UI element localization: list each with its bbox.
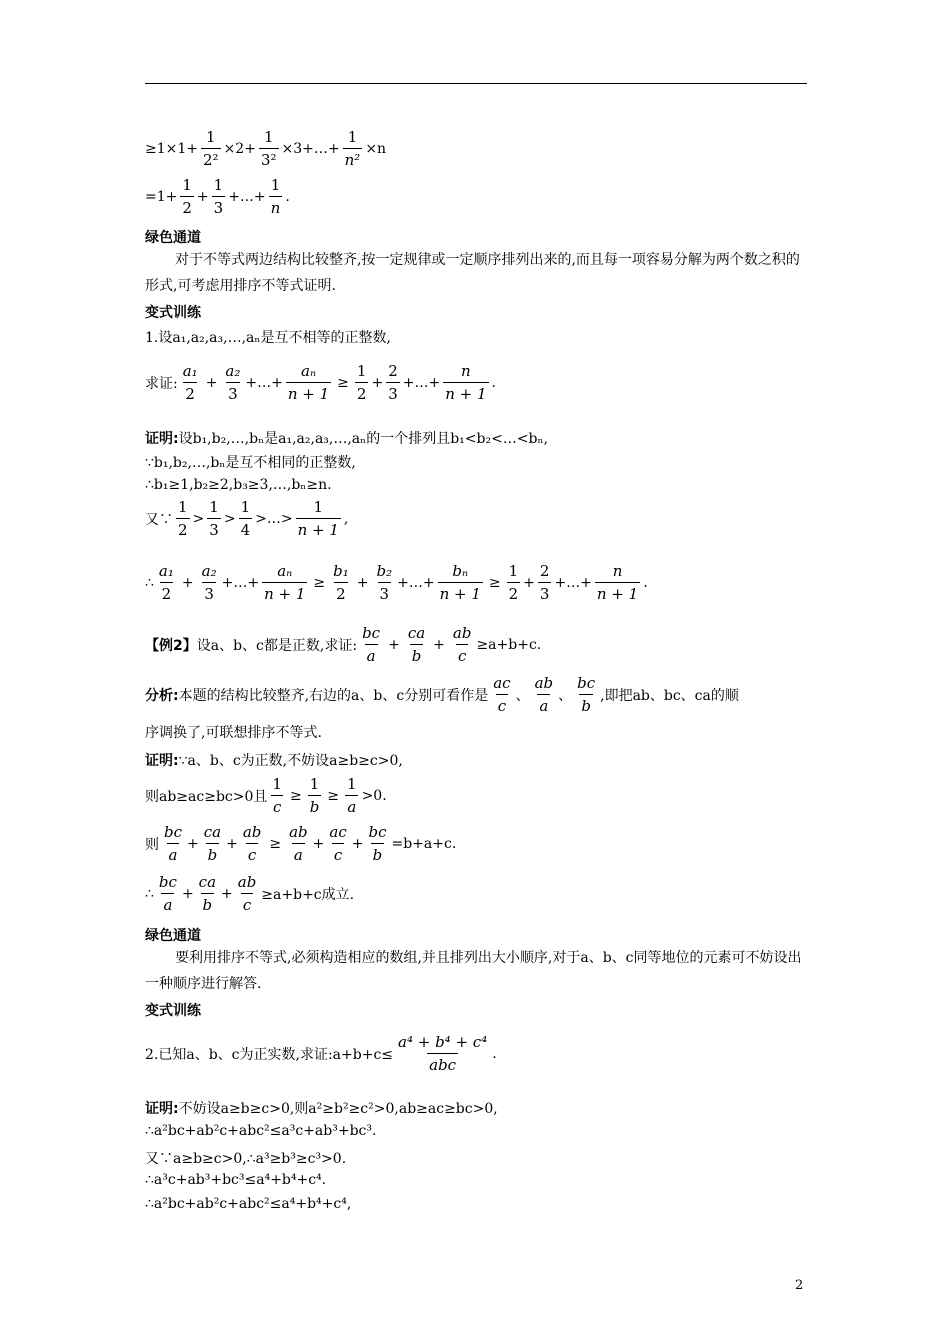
fraction [296,498,341,539]
numerator: 1 [313,498,323,516]
fraction [180,176,194,217]
denominator: 3 [202,582,216,603]
proof-line [145,428,548,448]
denominator: a [292,843,305,864]
fraction [386,362,400,403]
section-heading: 变式训练 [145,1003,201,1019]
fraction [443,362,488,403]
text: >0. [361,787,387,804]
fraction [286,362,331,403]
text: 则 [145,836,159,853]
denominator: c [496,694,508,715]
denominator: c [241,893,253,914]
text: 设a、b、c都是正数,求证: [196,637,358,654]
text: ≥ [313,574,326,591]
numerator: bc [362,624,381,642]
denominator: abc [427,1053,458,1074]
fraction [595,562,640,603]
text: ∴ [145,574,154,591]
denominator: 2 [183,382,197,403]
proof-label: 证明: [145,753,179,769]
fraction [360,624,382,665]
denominator: c [332,843,344,864]
text: ≥1×1+ [145,140,199,157]
denominator: a [167,843,180,864]
numerator: ca [407,624,426,642]
numerator: 1 [508,562,519,580]
text: 本题的结构比较整齐,右边的a、b、c分别可看作是 [178,687,489,704]
text: ≥a+b+c成立. [261,886,355,903]
denominator: a [365,644,378,665]
numerator: 1 [270,176,281,194]
numerator: n [461,362,471,380]
text: 不妨设a≥b≥c>0,则a²≥b²≥c²>0,ab≥ac≥bc>0, [178,1101,498,1117]
section-heading: 绿色通道 [145,928,201,944]
text: ≥a+b+c. [476,636,542,653]
denominator: a [161,893,174,914]
denominator: b [371,843,385,864]
denominator: 3 [386,382,400,403]
numerator: bc [158,873,177,891]
proof-line [145,750,403,770]
denominator: n + 1 [286,382,331,403]
denominator: 2 [176,518,190,539]
numerator: 1 [213,176,224,194]
fraction [262,562,307,603]
numerator: 1 [347,775,357,793]
denominator: b [579,694,593,715]
equation-line [145,176,290,217]
proof-line: ∴a³c+ab³+bc³≤a⁴+b⁴+c⁴. [145,1172,327,1188]
fraction [176,498,190,539]
fraction [507,562,521,603]
denominator: 2 [355,382,369,403]
denominator: 4 [239,518,253,539]
proof-line: ∵b₁,b₂,…,bₙ是互不相同的正整数, [145,455,356,471]
example-label: 【例2】 [145,637,197,654]
text: +…+ [554,574,592,591]
numerator: 2 [539,562,550,580]
numerator: ca [203,823,222,841]
equation-line [145,128,386,169]
denominator: 3² [259,148,279,169]
text: =b+a+c. [391,835,457,852]
denominator: n² [343,148,363,169]
numerator: 1 [209,498,219,516]
denominator: 3 [207,518,221,539]
denominator: a [537,694,550,715]
denominator: 2 [180,196,194,217]
text: 又∵ [145,511,173,528]
fraction [331,562,351,603]
text: . [491,374,496,391]
text: +…+ [221,574,260,591]
fraction [345,775,359,816]
fraction [451,624,474,665]
paragraph: 要利用排序不等式,必须构造相应的数组,并且排列出大小顺序,对于a、b、c同等地位的元素可不妨设出一种顺序进行解答. [145,950,802,992]
denominator: b [206,843,220,864]
text: + [196,188,209,205]
question-text: 1.设a₁,a₂,a₃,…,aₙ是互不相等的正整数, [145,330,391,346]
denominator: n + 1 [296,518,341,539]
equation-line: 求证: $\frac{\text{a₁}}{2}$ + $\frac{\text{a₂}}{3}$ +…+ $\frac{\text{aₙ}}{n + 1}$ ≥ $\frac{1}{2}$ + $\frac{2}{3}$ +…+ $\frac{n}{n + 1}$ . [145,362,496,403]
fraction [201,128,221,169]
denominator: n + 1 [443,382,488,403]
fraction [308,775,322,816]
proof-label: 证明: [145,431,179,447]
numerator: ac [493,674,511,692]
denominator: n [269,196,283,217]
fraction [157,562,176,603]
fraction [223,362,242,403]
page-number: 2 [795,1278,804,1293]
fraction [396,1033,489,1074]
proof-line: 又∵a≥b≥c>0,∴a³≥b³≥c³>0. [145,1151,347,1167]
equation-line: ∴ $\frac{\text{a₁}}{2}$ + $\frac{\text{a₂}}{3}$ +…+ $\frac{\text{aₙ}}{n + 1}$ ≥ $\frac{\text{b₁}}{2}$ + $\frac{\text{b₂}}{3}$ +…+ $\frac{\text{bₙ}}{n + 1}$ ≥ $\frac{1}{2}$ + $\frac{2}{3}$ +…+ $\frac{n}{n + 1}$ . [145,562,648,603]
equation-line: ∴ $\frac{bc}{a}$ + $\frac{ca}{b}$ + $\frac{ab}{c}$ ≥a+b+c成立. [145,873,355,914]
numerator: 1 [309,775,320,793]
text: >…> [255,510,293,527]
fraction [538,562,552,603]
analysis-label: 分析: [145,687,179,704]
fraction [200,562,219,603]
numerator: bc [368,823,387,841]
fraction [366,823,388,864]
numerator: 1 [272,775,282,793]
text: . [285,188,290,205]
fraction [259,128,279,169]
text: 求证: [145,375,178,392]
numerator: ab [237,873,257,891]
fraction [533,674,556,715]
text: ×2+ [223,140,256,157]
numerator: aₙ [277,562,293,580]
numerator: bc [164,823,183,841]
proof-line [145,1098,498,1118]
text: 设b₁,b₂,…,bₙ是a₁,a₂,a₃,…,aₙ的一个排列且b₁<b₂<…<bₙ, [178,431,549,447]
fraction [212,176,226,217]
numerator: ab [534,674,554,692]
denominator: b [308,795,322,816]
denominator: 2² [201,148,221,169]
numerator: 1 [240,498,251,516]
numerator: 1 [263,128,274,146]
fraction [181,362,200,403]
fraction [438,562,483,603]
text: ≥ [289,787,302,804]
fraction [374,562,394,603]
section-heading: 绿色通道 [145,230,201,246]
numerator: a₁ [158,562,174,580]
numerator: a₂ [201,562,217,580]
numerator: n [612,562,623,580]
numerator: a₁ [182,362,198,380]
numerator: ab [242,823,262,841]
numerator: bₙ [452,562,469,580]
analysis-line: 序调换了,可联想排序不等式. [145,725,322,741]
fraction [162,823,184,864]
denominator: b [410,644,424,665]
text: ≥ [327,787,340,804]
denominator: 3 [212,196,226,217]
proof-line: ∴a²bc+ab²c+abc²≤a⁴+b⁴+c⁴, [145,1196,352,1212]
text: ×n [365,140,387,157]
text: +…+ [397,574,435,591]
fraction [239,498,253,539]
proof-line: ∴a²bc+ab²c+abc²≤a³c+ab³+bc³. [145,1123,377,1139]
text: . [492,1045,497,1062]
text: ,即把ab、bc、ca的顺 [600,687,739,704]
fraction [207,498,221,539]
text: +…+ [245,374,283,391]
text: ×3+…+ [281,140,340,157]
text: ∴ [145,885,154,902]
numerator: ab [452,624,472,642]
denominator: 2 [507,582,521,603]
example-line: 【例2】 设a、b、c都是正数,求证: $\frac{bc}{a}$ + $\frac{ca}{b}$ + $\frac{ab}{c}$ ≥a+b+c. [145,624,542,665]
denominator: c [246,843,258,864]
proof-line: ∴b₁≥1,b₂≥2,b₃≥3,…,bₙ≥n. [145,477,332,493]
numerator: 1 [347,128,358,146]
denominator: n + 1 [262,582,307,603]
fraction [287,823,310,864]
fraction [575,674,597,715]
fraction [491,674,512,715]
denominator: a [345,795,358,816]
text: 则ab≥ac≥bc>0且 [145,788,268,805]
denominator: 2 [160,582,174,603]
section-heading: 变式训练 [145,305,201,321]
text: > [223,510,236,527]
fraction [157,873,179,914]
proof-label: 证明: [145,1101,179,1117]
question-text [145,1033,497,1074]
fraction [270,775,284,816]
numerator: 2 [388,362,398,380]
text: ≥ [488,574,501,591]
analysis-line [145,674,739,715]
numerator: bc [577,674,596,692]
text: ∵a、b、c为正数,不妨设a≥b≥c>0, [178,753,403,769]
text: 、 [515,687,530,704]
denominator: b [201,893,215,914]
denominator: n + 1 [438,582,483,603]
fraction [202,823,223,864]
equation-line [145,775,387,816]
fraction [327,823,348,864]
numerator: b₂ [376,562,393,580]
fraction [355,362,369,403]
text: ≥ [269,835,282,852]
numerator: 1 [178,498,188,516]
text: +…+ [402,374,441,391]
numerator: 1 [356,362,367,380]
fraction [241,823,264,864]
denominator: c [456,644,468,665]
numerator: ca [198,873,217,891]
numerator: aₙ [301,362,317,380]
denominator: 3 [538,582,552,603]
denominator: 3 [226,382,240,403]
text: , [343,510,349,527]
denominator: n + 1 [595,582,640,603]
fraction [406,624,427,665]
denominator: 2 [334,582,348,603]
text: 、 [558,687,573,704]
numerator: a⁴ + b⁴ + c⁴ [398,1033,488,1051]
fraction [197,873,218,914]
numerator: b₁ [333,562,349,580]
numerator: 1 [182,176,192,194]
equation-line: 则 $\frac{bc}{a}$ + $\frac{ca}{b}$ + $\frac{ab}{c}$ ≥ $\frac{ab}{a}$ + $\frac{ac}{c}$ + $\frac{bc}{b}$ =b+a+c. [145,823,457,864]
text: =1+ [145,188,178,205]
text: +…+ [228,188,266,205]
text: 2.已知a、b、c为正实数,求证:a+b+c≤ [145,1046,394,1063]
text: > [192,510,205,527]
numerator: a₂ [225,362,241,380]
text: . [643,574,648,591]
numerator: 1 [206,128,216,146]
denominator: 3 [378,582,392,603]
paragraph: 对于不等式两边结构比较整齐,按一定规律或一定顺序排列出来的,而且每一项容易分解为两个数之积的形式,可考虑用排序不等式证明. [145,252,800,294]
numerator: ac [329,823,347,841]
text: ≥ [337,374,349,391]
header-rule [145,83,807,84]
fraction [269,176,283,217]
equation-line [145,498,348,539]
denominator: c [271,795,283,816]
fraction [343,128,363,169]
fraction [236,873,259,914]
numerator: ab [289,823,308,841]
